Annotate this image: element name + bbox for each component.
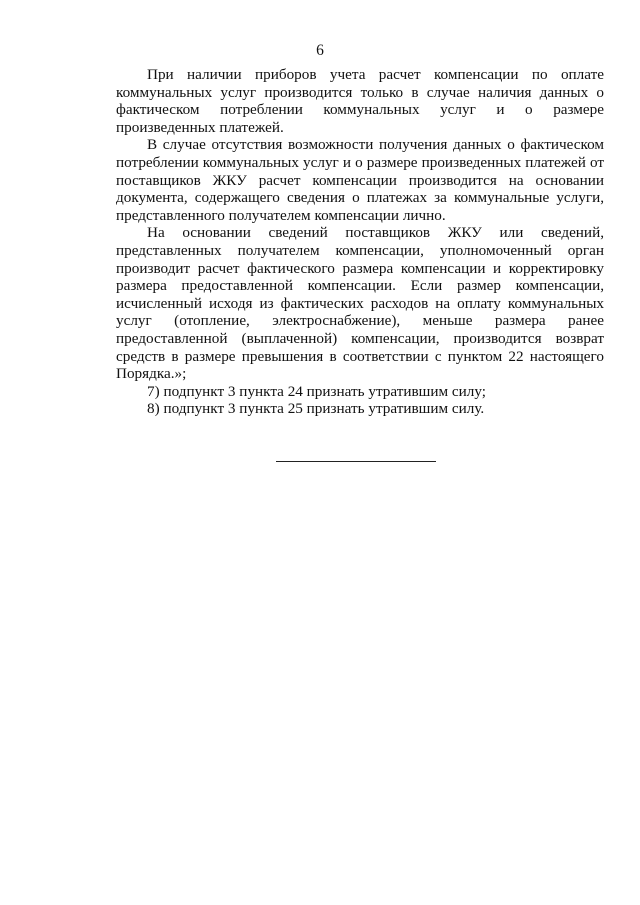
end-divider-line: [276, 461, 436, 462]
page-number: 6: [316, 42, 324, 59]
paragraph-metering-devices: При наличии приборов учета расчет компенсации по оплате коммунальных услуг производится только в случае наличия данных о фактическом потреблении коммунальных услуг и о размере произведенных платежей.: [116, 66, 604, 136]
paragraph-item-7: 7) подпункт 3 пункта 24 признать утратившим силу;: [147, 382, 486, 400]
paragraph-no-data-case: В случае отсутствия возможности получения данных о фактическом потреблении коммунальных услуг и о размере произведенных платежей от поставщиков ЖКУ расчет компенсации производится на основании документа, содержащего сведения о платежах за коммунальные услуги, представленного получателем компенсации лично.: [116, 136, 604, 224]
paragraph-recalculation: На основании сведений поставщиков ЖКУ или сведений, представленных получателем компенсации, уполномоченный орган производит расчет фактического размера компенсации и корректировку размера предоставленной компенсации. Если размер компенсации, исчисленный исходя из фактических расходов на оплату коммунальных услуг (отопление, электроснабжение), меньше размера ранее предоставленной (выплаченной) компенсации, производится возврат средств в размере превышения в соответствии с пунктом 22 настоящего Порядка.»;: [116, 224, 604, 383]
document-body: [116, 66, 604, 418]
paragraph-item-8: 8) подпункт 3 пункта 25 признать утратившим силу.: [147, 400, 485, 418]
